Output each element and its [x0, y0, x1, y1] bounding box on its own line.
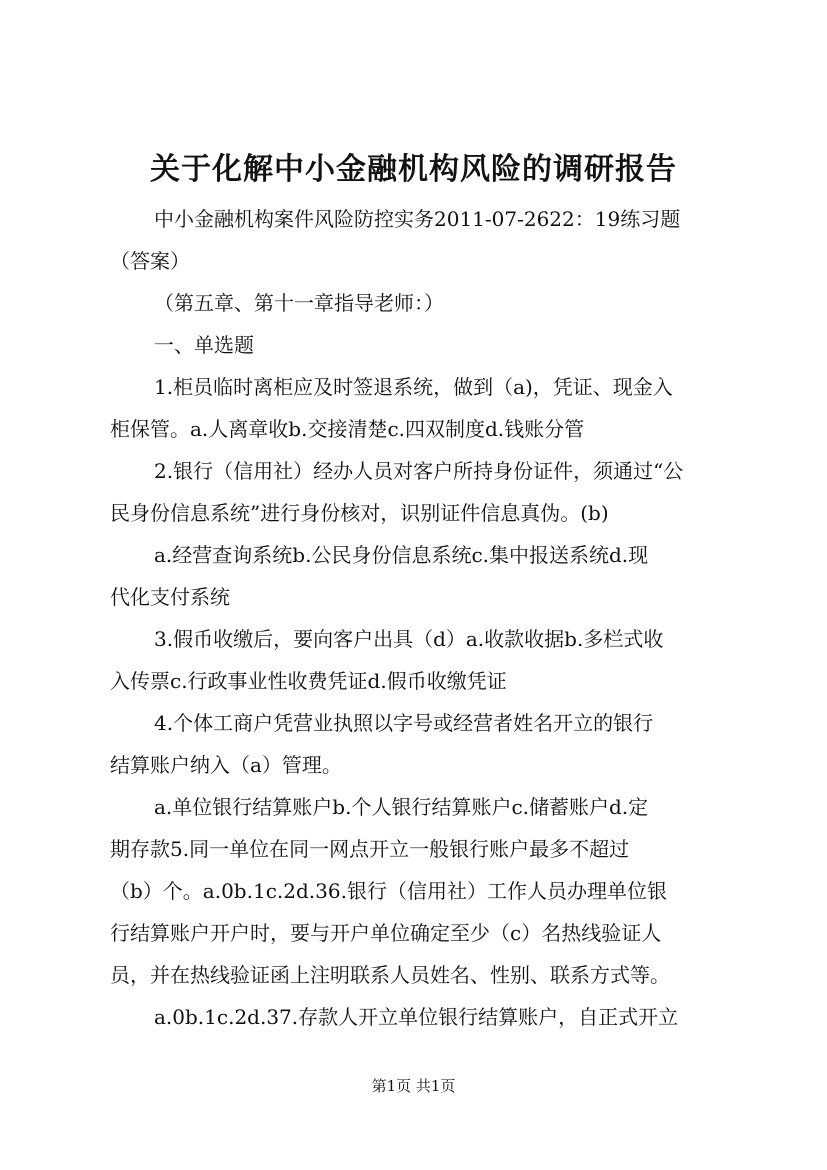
- text-line: 行结算账户开户时，要与开户单位确定至少（c）名热线验证人: [110, 921, 662, 945]
- text-line: 柜保管。a.人离章收b.交接清楚c.四双制度d.钱账分管: [110, 417, 585, 441]
- text-line: 3.假币收缴后，要向客户出具（d）a.收款收据b.多栏式收: [154, 627, 664, 651]
- text-line: 代化支付系统: [110, 585, 230, 609]
- text-line: 民身份信息系统”进行身份核对，识别证件信息真伪。(b): [110, 501, 609, 525]
- text-line: 一、单选题: [154, 333, 254, 357]
- text-line: 结算账户纳入（a）管理。: [110, 753, 342, 777]
- text-line: （b）个。a.0b.1c.2d.36.银行（信用社）工作人员办理单位银: [110, 879, 667, 903]
- text-line: （答案）: [110, 249, 190, 273]
- text-line: 期存款5.同一单位在同一网点开立一般银行账户最多不超过: [110, 837, 630, 861]
- text-line: a.0b.1c.2d.37.存款人开立单位银行结算账户，自正式开立: [154, 1005, 679, 1029]
- text-line: 2.银行（信用社）经办人员对客户所持身份证件，须通过“公: [154, 459, 684, 483]
- text-line: 4.个体工商户凭营业执照以字号或经营者姓名开立的银行: [154, 711, 654, 735]
- text-line: a.经营查询系统b.公民身份信息系统c.集中报送系统d.现: [154, 543, 649, 567]
- document-body: [110, 198, 740, 1038]
- document-title: 关于化解中小金融机构风险的调研报告: [150, 152, 677, 187]
- text-line: 员，并在热线验证函上注明联系人员姓名、性别、联系方式等。: [110, 963, 670, 987]
- page-footer: 第1页 共1页: [371, 1077, 456, 1095]
- text-line: a.单位银行结算账户b.个人银行结算账户c.储蓄账户d.定: [154, 795, 649, 819]
- text-line: （第五章、第十一章指导老师：）: [154, 291, 444, 315]
- text-line: 入传票c.行政事业性收费凭证d.假币收缴凭证: [110, 669, 507, 693]
- text-line: 1.柜员临时离柜应及时签退系统，做到（a)，凭证、现金入: [154, 375, 673, 399]
- text-line: 中小金融机构案件风险防控实务2011-07-2622：19练习题: [154, 207, 681, 231]
